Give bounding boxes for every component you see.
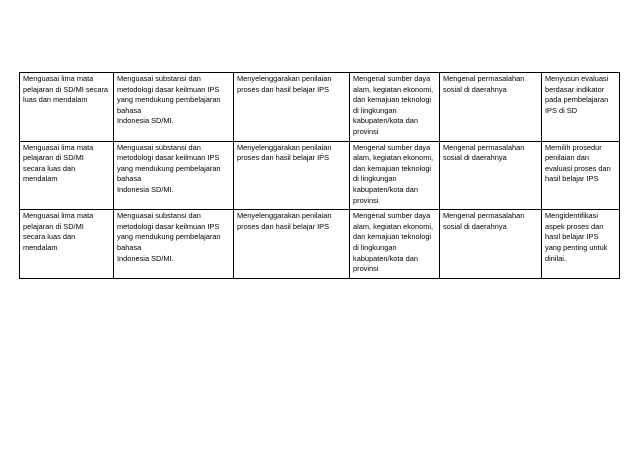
cell-text-line: yang penting untuk (545, 242, 608, 252)
assessment-cell (234, 141, 350, 210)
cell-text-line: sosial di daerahnya (443, 84, 507, 94)
substance-cell (114, 73, 234, 142)
cell-text-line: metodologi dasar keilmuan IPS (117, 221, 220, 231)
cell-text-line: alam, kegiatan ekonomi, (353, 153, 434, 163)
cell-text-line: pelajaran di SD/MI (23, 153, 84, 163)
cell-text-line: Menyusun evaluasi (545, 74, 609, 83)
cell-text-line: Menguasai lima mata (23, 142, 94, 152)
cell-text-line: Mengenal sumber daya (353, 74, 431, 83)
cell-text-line: bahasa (117, 242, 142, 252)
cell-text-line: proses dan hasil belajar IPS (237, 221, 330, 231)
evaluation-cell (542, 141, 620, 210)
cell-text-line: pelajaran di SD/MI (23, 221, 84, 231)
cell-text-line: Indonesia SD/MI. (117, 184, 174, 194)
cell-text-line: hasil belajar IPS (545, 174, 599, 184)
competency-table (19, 72, 620, 279)
social-issue-cell (440, 73, 542, 142)
cell-text-line: Menyelenggarakan penilaian (237, 142, 332, 152)
cell-text-line: di lingkungan (353, 242, 397, 252)
cell-text-line: metodologi dasar keilmuan IPS (117, 84, 220, 94)
cell-text-line: pada pembelajaran (545, 95, 609, 105)
cell-text-line: luas dan mendalam (23, 95, 88, 105)
cell-text-line: hasil belajar IPS (545, 232, 599, 242)
substance-cell (114, 210, 234, 279)
cell-text-line: mendalam (23, 242, 58, 252)
cell-text-line: secara luas dan (23, 163, 76, 173)
cell-text-line: Menguasai lima mata (23, 74, 94, 83)
cell-text-line: metodologi dasar keilmuan IPS (117, 153, 220, 163)
cell-text-line: yang mendukung pembelajaran (117, 163, 221, 173)
cell-text-line: Menguasai substansi dan (117, 211, 201, 221)
table-row (20, 210, 620, 279)
cell-text-line: aspek proses dan (545, 221, 604, 231)
social-issue-cell (440, 210, 542, 279)
cell-text-line: provinsi (353, 195, 379, 205)
evaluation-cell (542, 73, 620, 142)
cell-text-line: kabupaten/kota dan (353, 184, 418, 194)
cell-text-line: provinsi (353, 264, 379, 274)
cell-text-line: kabupaten/kota dan (353, 253, 418, 263)
assessment-cell (234, 210, 350, 279)
cell-text-line: Memilih prosedur (545, 142, 602, 152)
cell-text-line: Menguasai substansi dan (117, 142, 201, 152)
cell-text-line: proses dan hasil belajar IPS (237, 153, 330, 163)
competency-cell (20, 141, 114, 210)
cell-text-line: mendalam (23, 174, 58, 184)
cell-text-line: evaluasi proses dan (545, 163, 611, 173)
cell-text-line: Indonesia SD/MI. (117, 253, 174, 263)
evaluation-cell (542, 210, 620, 279)
cell-text-line: secara luas dan (23, 232, 76, 242)
cell-text-line: di lingkungan (353, 174, 397, 184)
cell-text-line: alam, kegiatan ekonomi, (353, 221, 434, 231)
cell-text-line: sosial di daerahnya (443, 153, 507, 163)
social-issue-cell (440, 141, 542, 210)
cell-text-line: IPS di SD (545, 105, 578, 115)
cell-text-line: proses dan hasil belajar IPS (237, 84, 330, 94)
cell-text-line: sosial di daerahnya (443, 221, 507, 231)
cell-text-line: pelajaran di SD/MI secara (23, 84, 109, 94)
table-row (20, 73, 620, 142)
resource-cell (350, 141, 440, 210)
cell-text-line: Mengenal sumber daya (353, 211, 431, 221)
cell-text-line: Menyelenggarakan penilaian (237, 74, 332, 83)
cell-text-line: Mengidentifikasi (545, 211, 598, 221)
substance-cell (114, 141, 234, 210)
cell-text-line: dinilai. (545, 253, 566, 263)
assessment-cell (234, 73, 350, 142)
cell-text-line: dan kemajuan teknologi (353, 95, 432, 105)
cell-text-line: berdasar indikator (545, 84, 605, 94)
resource-cell (350, 210, 440, 279)
competency-cell (20, 210, 114, 279)
competency-cell (20, 73, 114, 142)
cell-text-line: Indonesia SD/MI. (117, 116, 174, 126)
cell-text-line: dan kemajuan teknologi (353, 232, 432, 242)
cell-text-line: yang mendukung pembelajaran (117, 232, 221, 242)
cell-text-line: Mengenal sumber daya (353, 142, 431, 152)
cell-text-line: alam, kegiatan ekonomi, (353, 84, 434, 94)
cell-text-line: di lingkungan (353, 105, 397, 115)
cell-text-line: Menyelenggarakan penilaian (237, 211, 332, 221)
cell-text-line: bahasa (117, 174, 142, 184)
cell-text-line: yang mendukung pembelajaran (117, 95, 221, 105)
cell-text-line: provinsi (353, 126, 379, 136)
cell-text-line: kabupaten/kota dan (353, 116, 418, 126)
cell-text-line: penilaian dan (545, 153, 589, 163)
cell-text-line: Mengenal permasalahan (443, 74, 525, 83)
table-row (20, 141, 620, 210)
cell-text-line: Menguasai lima mata (23, 211, 94, 221)
resource-cell (350, 73, 440, 142)
cell-text-line: Menguasai substansi dan (117, 74, 201, 83)
cell-text-line: Mengenal permasalahan (443, 211, 525, 221)
cell-text-line: Mengenal permasalahan (443, 142, 525, 152)
cell-text-line: bahasa (117, 105, 142, 115)
cell-text-line: dan kemajuan teknologi (353, 163, 432, 173)
